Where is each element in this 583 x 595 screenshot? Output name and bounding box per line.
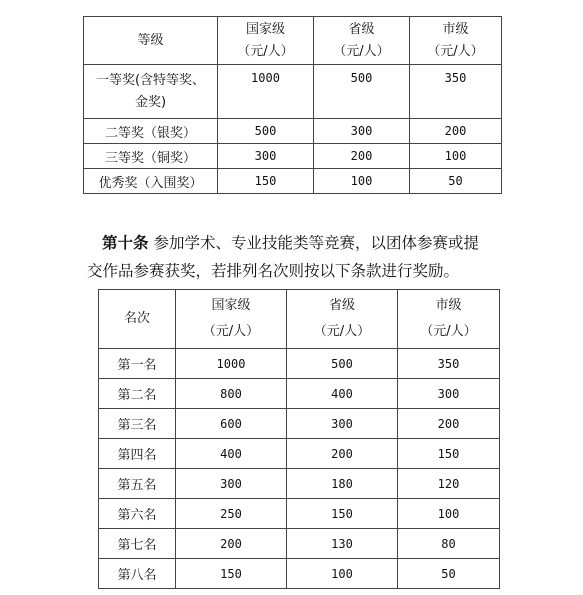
- row-label: 第七名: [99, 529, 176, 559]
- header-national-unit: （元/人）: [237, 43, 294, 59]
- row-label-line2: 金奖): [134, 94, 167, 110]
- table-row: [84, 169, 502, 194]
- cell-national: 1000: [218, 65, 314, 119]
- cell-provincial: 200: [287, 439, 398, 469]
- table-row: [99, 409, 500, 439]
- row-label: 第一名: [99, 349, 176, 379]
- cell-national: 500: [218, 119, 314, 144]
- article-text-line1: 参加学术、专业技能类等竞赛，以团体参赛或提: [153, 234, 479, 252]
- cell-city: 200: [410, 119, 502, 144]
- header-city-title: 市级: [435, 298, 462, 313]
- header-provincial-title: 省级: [328, 298, 355, 313]
- header-city-unit: （元/人）: [420, 324, 477, 339]
- table-row: [99, 439, 500, 469]
- row-label: 第二名: [99, 379, 176, 409]
- cell-provincial: 200: [314, 144, 410, 169]
- table-row: [99, 559, 500, 589]
- cell-national: 400: [176, 439, 287, 469]
- article-text-line2: 交作品参赛获奖，若排列名次则按以下条款进行奖励。: [87, 262, 460, 280]
- cell-provincial: 150: [287, 499, 398, 529]
- header-city-unit: （元/人）: [427, 43, 484, 59]
- header-national: [218, 17, 314, 65]
- header-provincial-title: 省级: [348, 21, 375, 37]
- cell-national: 300: [218, 144, 314, 169]
- table-row: [99, 379, 500, 409]
- header-national: [176, 290, 287, 349]
- cell-city: 350: [398, 349, 500, 379]
- cell-city: 80: [398, 529, 500, 559]
- header-national-unit: （元/人）: [202, 324, 260, 339]
- row-label: 三等奖（铜奖）: [84, 144, 218, 169]
- row-label: [84, 65, 218, 119]
- table-row: [99, 499, 500, 529]
- table-header-row: [84, 17, 502, 65]
- row-label: 第五名: [99, 469, 176, 499]
- header-city-title: 市级: [442, 21, 469, 37]
- row-label: 第八名: [99, 559, 176, 589]
- header-rank: 名次: [99, 290, 176, 349]
- cell-city: 50: [410, 169, 502, 194]
- article-paragraph-line1: [102, 229, 542, 257]
- table-row: [99, 469, 500, 499]
- cell-city: 150: [398, 439, 500, 469]
- cell-national: 200: [176, 529, 287, 559]
- header-national-title: 国家级: [245, 21, 285, 37]
- table-row: [99, 529, 500, 559]
- header-provincial: [287, 290, 398, 349]
- cell-national: 150: [218, 169, 314, 194]
- award-level-table: [83, 16, 502, 194]
- header-city: [398, 290, 500, 349]
- cell-city: 200: [398, 409, 500, 439]
- header-national-title: 国家级: [211, 298, 251, 313]
- article-paragraph-line2: [87, 257, 527, 285]
- row-label: 二等奖（银奖）: [84, 119, 218, 144]
- cell-provincial: 100: [287, 559, 398, 589]
- row-label: 第四名: [99, 439, 176, 469]
- cell-provincial: 100: [314, 169, 410, 194]
- cell-provincial: 400: [287, 379, 398, 409]
- ranking-table: [98, 289, 500, 589]
- header-provincial: [314, 17, 410, 65]
- header-city: [410, 17, 502, 65]
- cell-city: 100: [398, 499, 500, 529]
- cell-national: 600: [176, 409, 287, 439]
- cell-city: 100: [410, 144, 502, 169]
- row-label: 第三名: [99, 409, 176, 439]
- cell-provincial: 500: [287, 349, 398, 379]
- cell-national: 150: [176, 559, 287, 589]
- header-provincial-unit: （元/人）: [333, 43, 390, 59]
- table-row: [84, 119, 502, 144]
- cell-provincial: 300: [314, 119, 410, 144]
- cell-provincial: 130: [287, 529, 398, 559]
- cell-provincial: 180: [287, 469, 398, 499]
- cell-city: 350: [410, 65, 502, 119]
- row-label: 优秀奖（入围奖）: [84, 169, 218, 194]
- cell-city: 50: [398, 559, 500, 589]
- article-label: 第十条: [102, 234, 149, 252]
- cell-national: 300: [176, 469, 287, 499]
- table-row: [84, 65, 502, 119]
- row-label: 第六名: [99, 499, 176, 529]
- cell-city: 300: [398, 379, 500, 409]
- cell-city: 120: [398, 469, 500, 499]
- header-provincial-unit: （元/人）: [313, 324, 371, 339]
- row-label-line1: 一等奖(含特等奖、: [95, 72, 206, 88]
- table-header-row: [99, 290, 500, 349]
- cell-provincial: 500: [314, 65, 410, 119]
- cell-national: 250: [176, 499, 287, 529]
- cell-national: 800: [176, 379, 287, 409]
- cell-national: 1000: [176, 349, 287, 379]
- cell-provincial: 300: [287, 409, 398, 439]
- table-row: [84, 144, 502, 169]
- header-level: 等级: [84, 17, 218, 65]
- table-row: [99, 349, 500, 379]
